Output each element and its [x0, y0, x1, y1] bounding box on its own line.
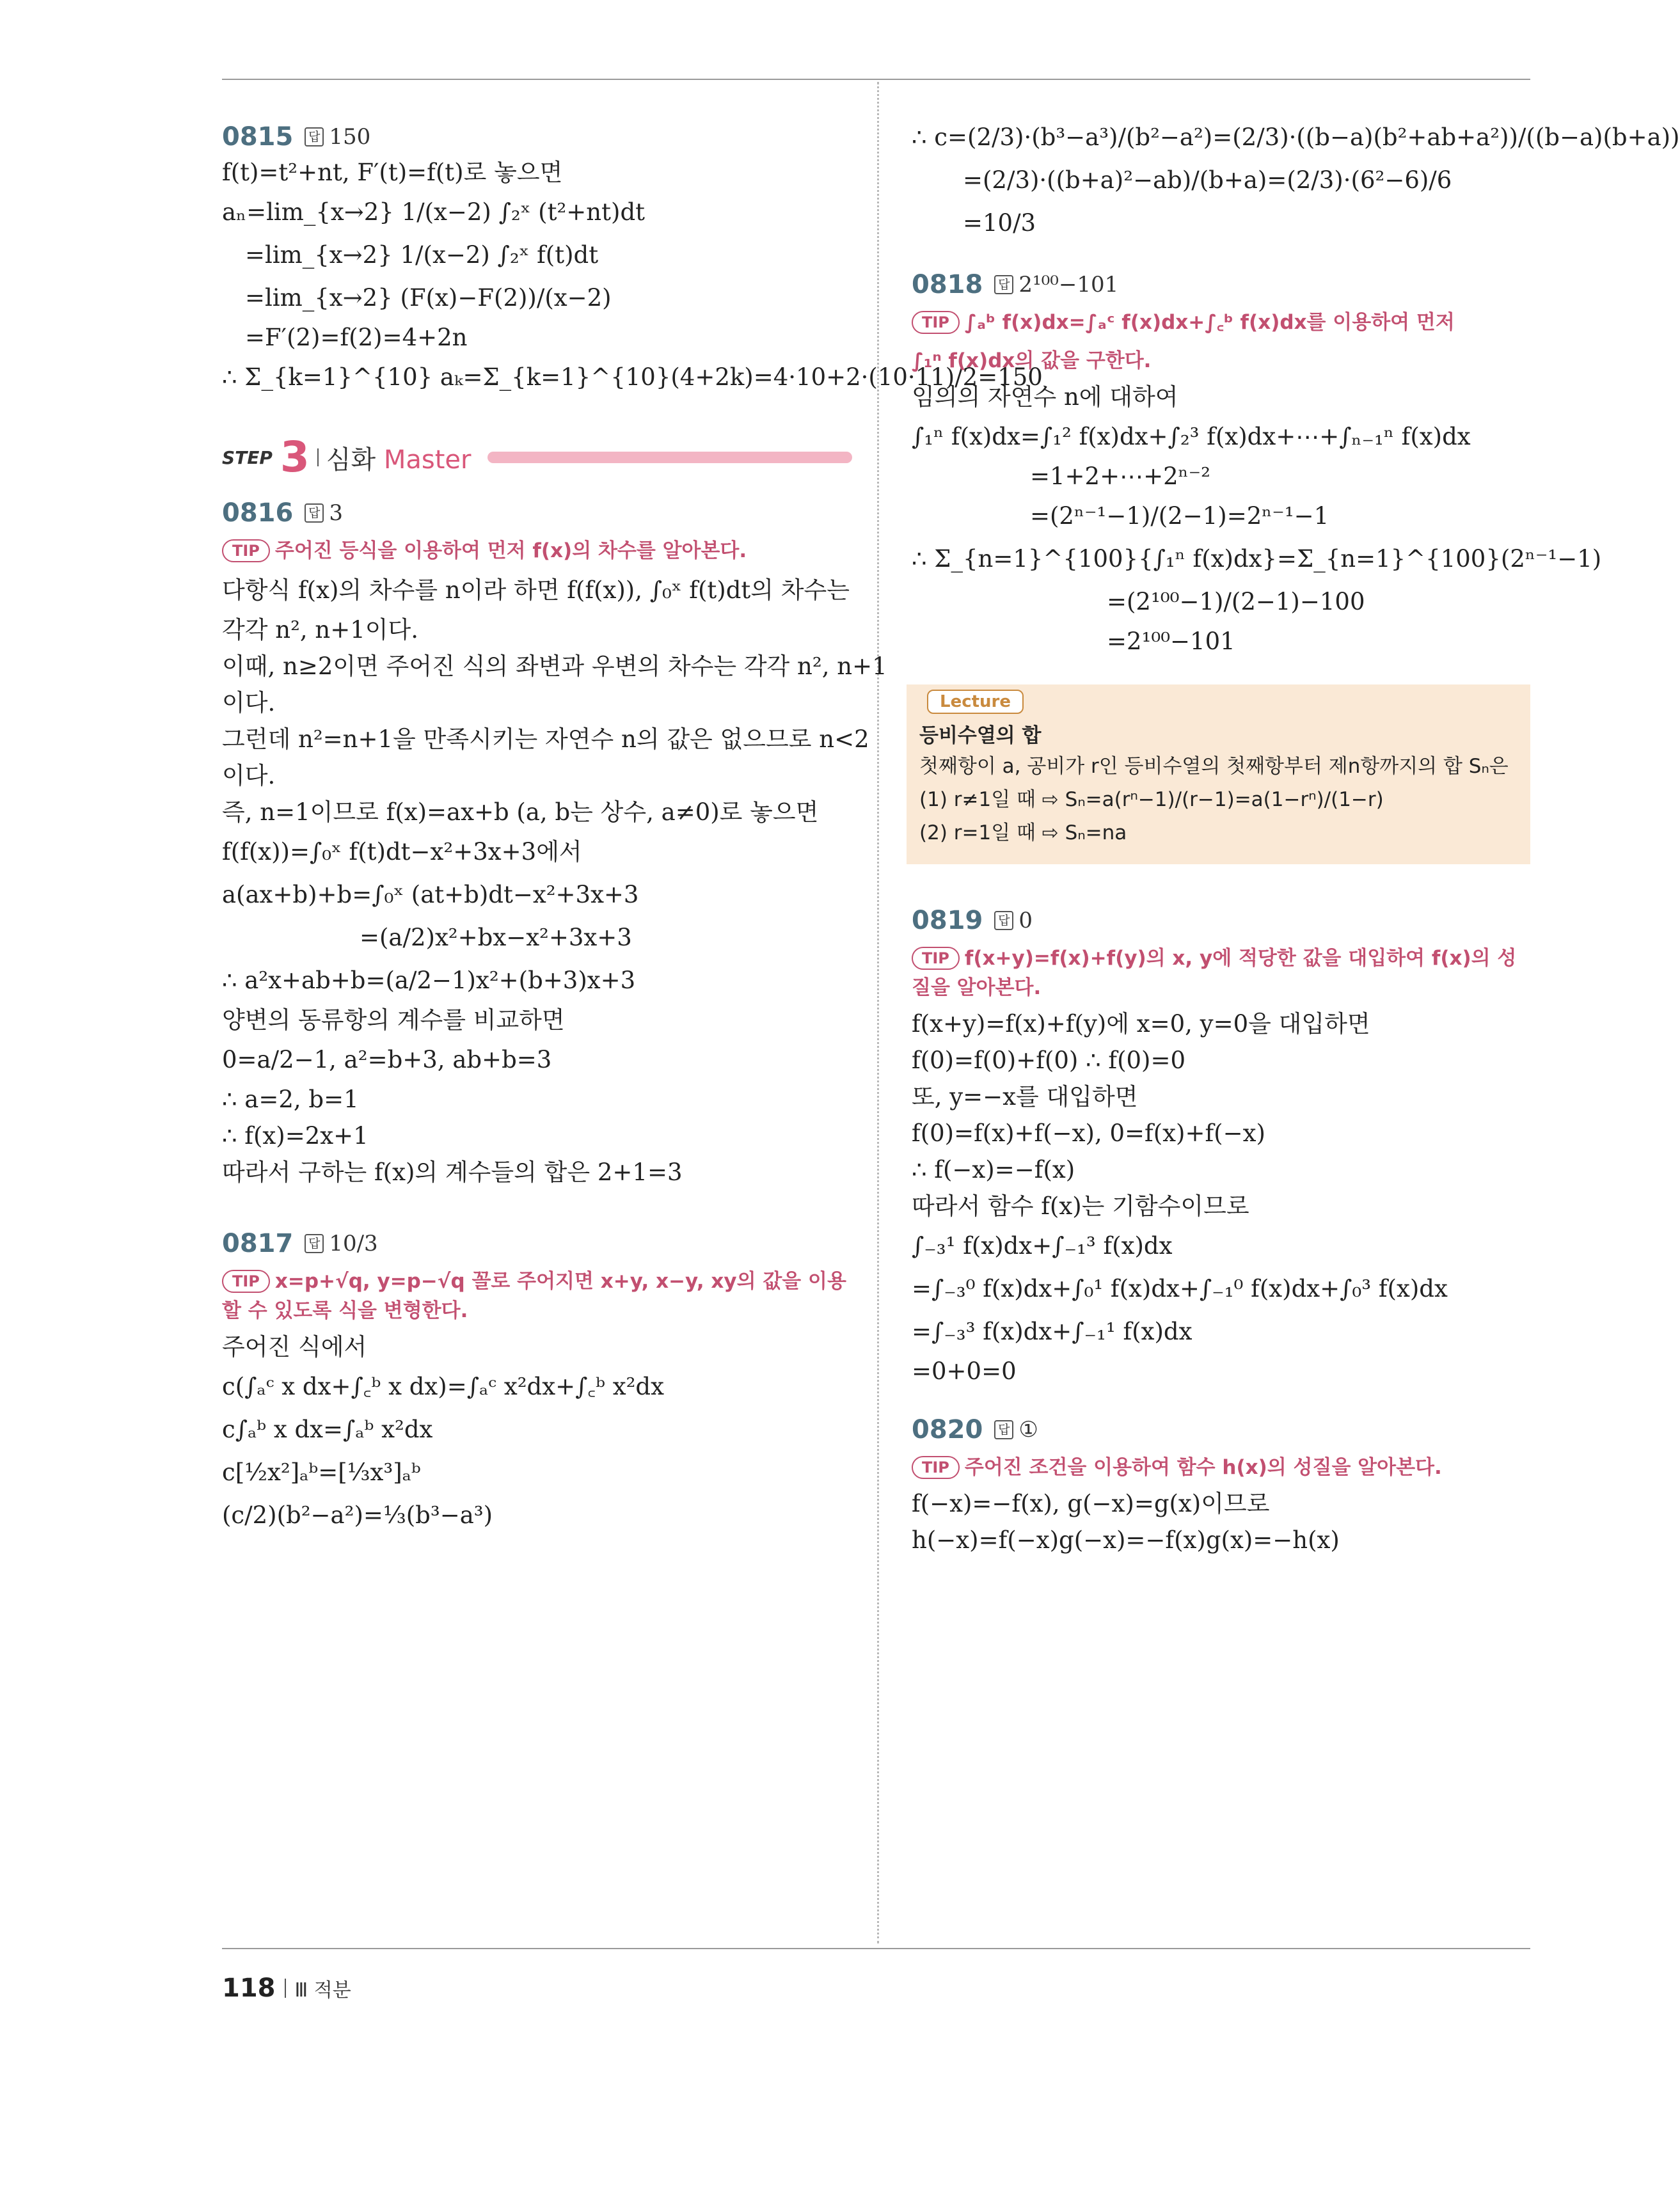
solution-line: h(−x)=f(−x)g(−x)=−f(x)g(x)=−h(x)	[912, 1526, 1340, 1554]
answer	[305, 122, 370, 152]
tip-text: x=p+√q, y=p−√q 꼴로 주어지면 x+y, x−y, xy의 값을 이용할 수 있도록 식을 변형한다.	[222, 1270, 846, 1322]
solution-line: 양변의 동류항의 계수를 비교하면	[222, 1006, 565, 1034]
solution-line: =∫₋₃³ f(x)dx+∫₋₁¹ f(x)dx	[912, 1318, 1193, 1345]
tip	[222, 536, 852, 566]
solution-line: =∫₋₃⁰ f(x)dx+∫₀¹ f(x)dx+∫₋₁⁰ f(x)dx+∫₀³ f(x)dx	[912, 1275, 1448, 1302]
step-separator	[317, 448, 319, 466]
spacer	[912, 665, 1530, 684]
answer	[994, 905, 1033, 936]
step-title	[326, 439, 472, 476]
solution-line: a(ax+b)+b=∫₀ˣ (at+b)dt−x²+3x+3	[222, 881, 639, 908]
lecture-case-2: (2) r=1일 때 ⇨ Sₙ=na	[919, 821, 1127, 844]
solution-line: ∫₋₃¹ f(x)dx+∫₋₁³ f(x)dx	[912, 1232, 1173, 1260]
solution-line: ∴ f(x)=2x+1	[222, 1122, 368, 1150]
solution-line: 각각 n², n+1이다.	[222, 616, 419, 644]
solution-line: f(0)=f(0)+f(0) ∴ f(0)=0	[912, 1047, 1186, 1074]
tip-badge: TIP	[912, 947, 960, 970]
right-column	[912, 122, 1680, 1564]
tip-text: 주어진 조건을 이용하여 함수 h(x)의 성질을 알아본다.	[964, 1456, 1442, 1479]
answer-value: 150	[329, 124, 371, 150]
chapter-title: Ⅲ 적분	[294, 1979, 351, 2002]
answer-value: 0	[1018, 908, 1033, 933]
solution-line: 임의의 자연수 n에 대하여	[912, 383, 1178, 411]
step-bar	[487, 452, 852, 463]
lecture-badge: Lecture	[927, 690, 1024, 714]
solution-line: =(2¹⁰⁰−1)/(2−1)−100	[1107, 588, 1365, 615]
page-number: 118	[222, 1973, 276, 2003]
top-rule	[222, 79, 1530, 80]
bottom-rule	[222, 1948, 1530, 1949]
tip	[912, 1453, 1530, 1482]
answer	[994, 1414, 1038, 1445]
tip	[912, 308, 1530, 337]
column-divider	[877, 82, 879, 1943]
solution-line: c[½x²]ₐᵇ=[⅓x³]ₐᵇ	[222, 1459, 421, 1486]
solution-line: =1+2+⋯+2ⁿ⁻²	[1030, 463, 1210, 490]
spacer	[912, 250, 1530, 269]
solution-line: f(f(x))=∫₀ˣ f(t)dt−x²+3x+3에서	[222, 838, 582, 866]
solution-line: =(2ⁿ⁻¹−1)/(2−1)=2ⁿ⁻¹−1	[1030, 502, 1329, 530]
tip-text: f(x+y)=f(x)+f(y)의 x, y에 적당한 값을 대입하여 f(x)의 성질을 알아본다.	[912, 947, 1517, 999]
answer-value: 10/3	[329, 1231, 378, 1256]
answer-value: 2¹⁰⁰−101	[1018, 272, 1119, 297]
solution-line: 따라서 함수 f(x)는 기함수이므로	[912, 1192, 1249, 1220]
solution-line: 이다.	[222, 762, 276, 789]
step-title-main: 심화	[326, 445, 376, 475]
problem-0818-header	[912, 269, 1530, 300]
answer	[305, 498, 343, 528]
answer	[305, 1228, 377, 1259]
problem-0815-header	[222, 122, 852, 152]
step-banner	[222, 432, 852, 482]
solution-line: =0+0=0	[912, 1357, 1017, 1385]
spacer	[222, 404, 852, 436]
solution-line: =(2/3)·((b+a)²−ab)/(b+a)=(2/3)·(6²−6)/6	[963, 166, 1452, 194]
solution-line: =2¹⁰⁰−101	[1107, 628, 1235, 655]
tip-continued: ∫₁ⁿ f(x)dx의 값을 구한다.	[912, 349, 1152, 372]
solution-line: 또, y=−x를 대입하면	[912, 1083, 1138, 1111]
solution-line: ∴ Σ_{k=1}^{10} aₖ=Σ_{k=1}^{10}(4+2k)=4·10+2·(10·11)/2=150	[222, 363, 1043, 391]
answer-value: 3	[329, 500, 343, 526]
solution-line: 그런데 n²=n+1을 만족시키는 자연수 n의 값은 없으므로 n<2	[222, 725, 869, 753]
solution-line: f(0)=f(x)+f(−x), 0=f(x)+f(−x)	[912, 1119, 1265, 1147]
lecture-title: 등비수열의 합	[919, 724, 1042, 747]
answer-icon: 답	[305, 127, 324, 146]
lecture-desc: 첫째항이 a, 공비가 r인 등비수열의 첫째항부터 제n항까지의 합 Sₙ은	[919, 755, 1509, 778]
solution-line: =(a/2)x²+bx−x²+3x+3	[360, 924, 632, 951]
tip-badge: TIP	[222, 539, 270, 562]
tip-badge: TIP	[912, 311, 960, 334]
solution-line: =10/3	[963, 209, 1036, 237]
solution-line: ∴ f(−x)=−f(x)	[912, 1156, 1075, 1183]
solution-line: f(t)=t²+nt, F′(t)=f(t)로 놓으면	[222, 159, 563, 186]
lecture-case-1: (1) r≠1일 때 ⇨ Sₙ=a(rⁿ−1)/(r−1)=a(1−rⁿ)/(1−r)	[919, 788, 1384, 811]
answer-icon: 답	[994, 1420, 1013, 1439]
answer-icon: 답	[994, 911, 1013, 930]
tip-text: 주어진 등식을 이용하여 먼저 f(x)의 차수를 알아본다.	[274, 539, 747, 562]
answer-value: ①	[1018, 1417, 1038, 1443]
step-number: 3	[280, 432, 310, 482]
problem-0819-header	[912, 905, 1530, 936]
solution-line: ∴ c=(2/3)·(b³−a³)/(b²−a²)=(2/3)·((b−a)(b²+ab+a²))/((b−a)(b+a))	[912, 123, 1680, 151]
problem-number: 0815	[222, 122, 294, 152]
step-title-sub: Master	[383, 445, 472, 475]
solution-line: 이때, n≥2이면 주어진 식의 좌변과 우변의 차수는 각각 n², n+1	[222, 653, 887, 680]
solution-line: 즉, n=1이므로 f(x)=ax+b (a, b는 상수, a≠0)로 놓으면	[222, 798, 819, 826]
spacer	[912, 1395, 1530, 1414]
solution-line: ∫₁ⁿ f(x)dx=∫₁² f(x)dx+∫₂³ f(x)dx+⋯+∫ₙ₋₁ⁿ f(x)dx	[912, 423, 1471, 450]
solution-line: aₙ=lim_{x→2} 1/(x−2) ∫₂ˣ (t²+nt)dt	[222, 198, 645, 226]
problem-0816-header	[222, 498, 852, 528]
tip	[912, 944, 1530, 1002]
solution-line: ∴ a²x+ab+b=(a/2−1)x²+(b+3)x+3	[222, 967, 636, 994]
spacer	[222, 1196, 852, 1228]
solution-line: 주어진 식에서	[222, 1333, 367, 1361]
solution-line: f(x+y)=f(x)+f(y)에 x=0, y=0을 대입하면	[912, 1010, 1370, 1038]
solution-line: 따라서 구하는 f(x)의 계수들의 합은 2+1=3	[222, 1159, 683, 1186]
tip-text: ∫ₐᵇ f(x)dx=∫ₐᶜ f(x)dx+∫꜀ᵇ f(x)dx를 이용하여 먼저	[964, 311, 1455, 334]
solution-line: ∴ Σ_{n=1}^{100}{∫₁ⁿ f(x)dx}=Σ_{n=1}^{100}(2ⁿ⁻¹−1)	[912, 545, 1602, 573]
answer-icon: 답	[994, 275, 1013, 294]
spacer	[912, 873, 1530, 905]
solution-line: =F′(2)=f(2)=4+2n	[245, 324, 468, 351]
solution-line: ∴ a=2, b=1	[222, 1086, 359, 1113]
tip	[222, 1267, 852, 1325]
answer-icon: 답	[305, 1234, 324, 1253]
tip-badge: TIP	[912, 1456, 960, 1479]
lecture-box	[907, 684, 1530, 864]
problem-0817-header	[222, 1228, 852, 1259]
solution-line: =lim_{x→2} (F(x)−F(2))/(x−2)	[245, 284, 612, 312]
solution-line: =lim_{x→2} 1/(x−2) ∫₂ˣ f(t)dt	[245, 241, 599, 269]
footer-separator	[285, 1979, 286, 1998]
problem-number: 0818	[912, 270, 983, 299]
solution-line: 0=a/2−1, a²=b+3, ab+b=3	[222, 1046, 552, 1073]
problem-number: 0817	[222, 1229, 294, 1258]
step-label: STEP	[222, 447, 273, 468]
solution-line: 다항식 f(x)의 차수를 n이라 하면 f(f(x)), ∫₀ˣ f(t)dt의 차수는	[222, 576, 850, 604]
solution-line: f(−x)=−f(x), g(−x)=g(x)이므로	[912, 1490, 1270, 1517]
answer-icon: 답	[305, 503, 324, 523]
problem-number: 0816	[222, 498, 294, 528]
solution-line: c(∫ₐᶜ x dx+∫꜀ᵇ x dx)=∫ₐᶜ x²dx+∫꜀ᵇ x²dx	[222, 1373, 664, 1400]
problem-number: 0819	[912, 906, 983, 935]
page-footer	[222, 1973, 351, 2003]
problem-0820-header	[912, 1414, 1530, 1445]
tip-badge: TIP	[222, 1270, 270, 1293]
solution-line: c∫ₐᵇ x dx=∫ₐᵇ x²dx	[222, 1416, 433, 1443]
answer	[994, 269, 1118, 300]
solution-line: 이다.	[222, 689, 276, 716]
problem-number: 0820	[912, 1415, 983, 1444]
solution-line: (c/2)(b²−a²)=⅓(b³−a³)	[222, 1501, 493, 1529]
